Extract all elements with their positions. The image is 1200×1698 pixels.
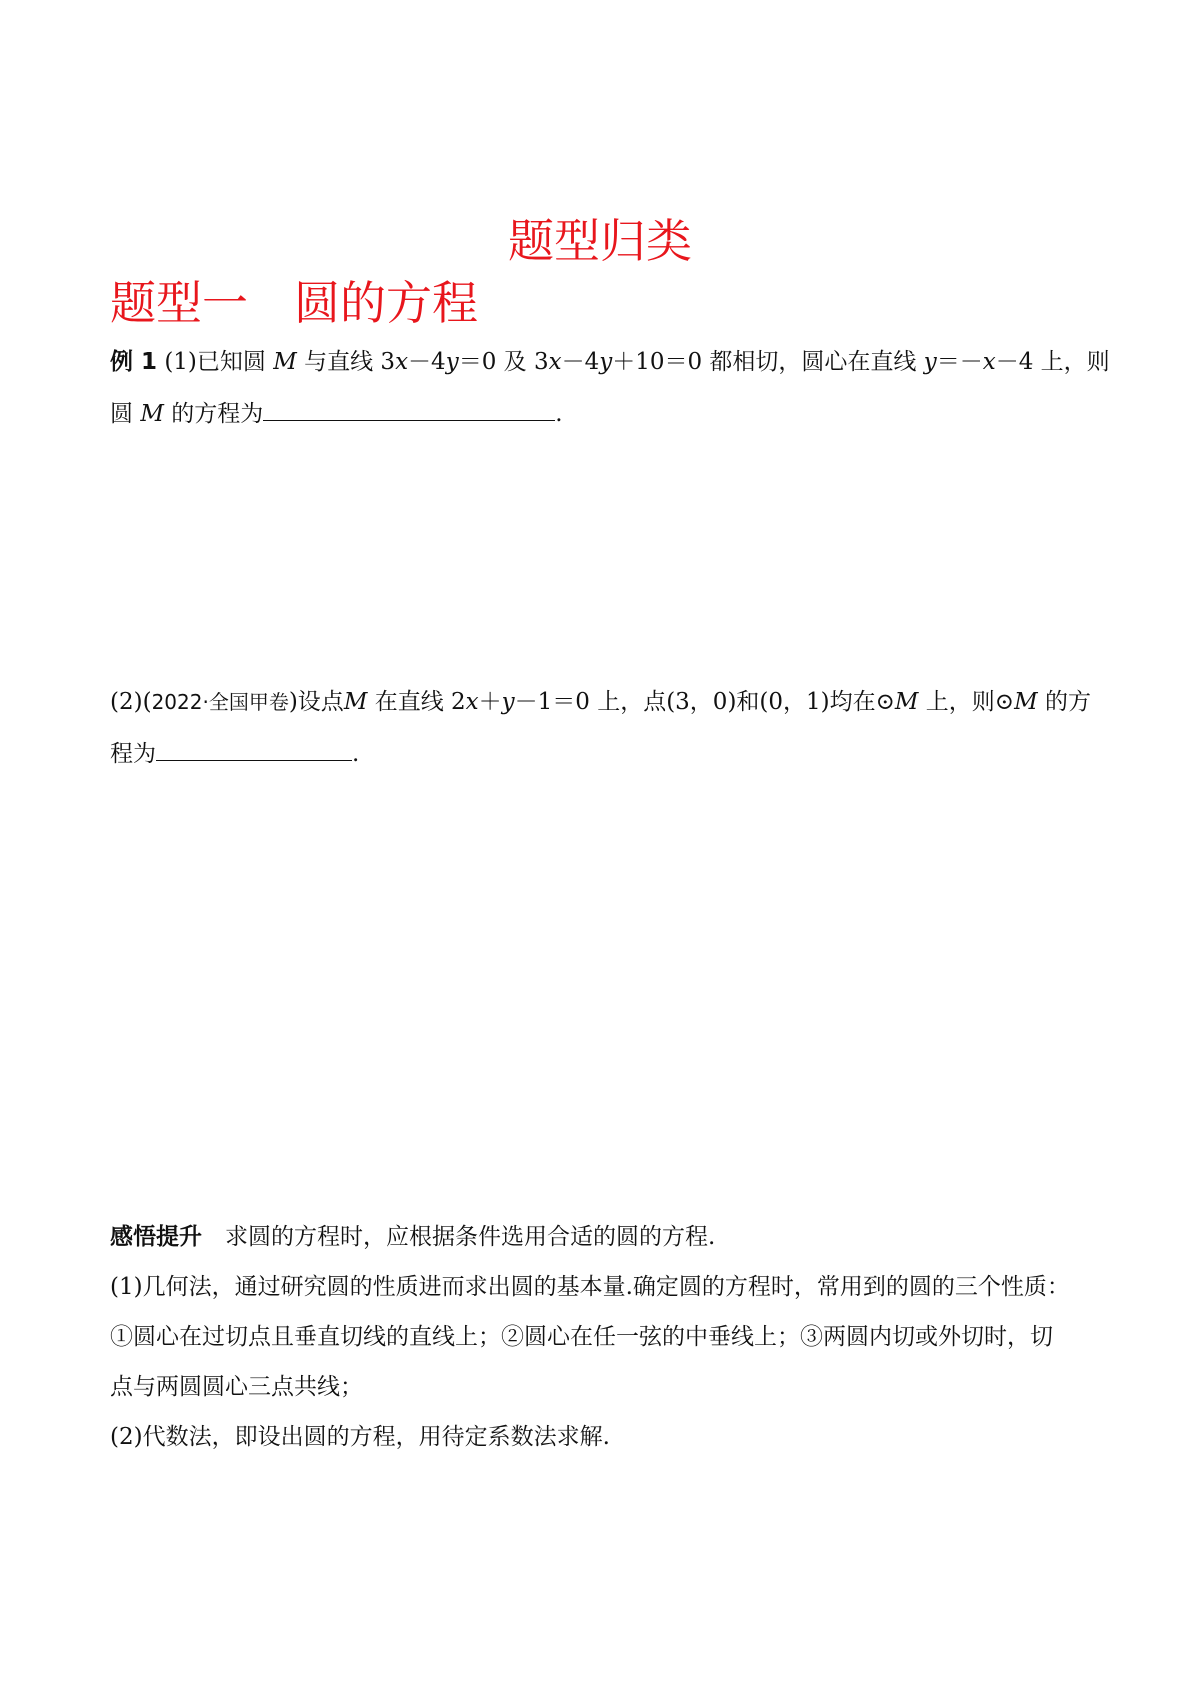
example-1-text: 圆 <box>110 401 133 427</box>
variable-x: x <box>395 349 409 375</box>
example-2-text: ＋ <box>478 689 502 715</box>
variable-y: y <box>599 349 613 375</box>
example-1-text: －4 上，则 <box>995 349 1110 375</box>
variable-x: x <box>548 349 562 375</box>
source-tag: 2022·全国甲卷 <box>151 690 289 714</box>
example-1-text: 与直线 3 <box>304 349 396 375</box>
example-2-text: 的方 <box>1044 689 1091 715</box>
example-1-text: 的方程为 <box>171 401 264 427</box>
example-2-text: －1＝0 上，点(3，0)和(0，1)均在⊙ <box>514 689 895 715</box>
variable-m: M <box>140 401 164 427</box>
variable-x: x <box>982 349 996 375</box>
example-2-line-2 <box>110 738 1100 769</box>
example-1-text: －4 <box>408 349 446 375</box>
example-2-text: 在直线 2 <box>374 689 466 715</box>
variable-m: M <box>343 689 368 715</box>
section-title: 题型一 圆的方程 <box>110 276 478 330</box>
page-title: 题型归类 <box>508 214 692 268</box>
example-2-text: (2)( <box>110 689 152 715</box>
insight-intro: 求圆的方程时，应根据条件选用合适的圆的方程. <box>225 1224 716 1250</box>
example-1-text: (1)已知圆 <box>164 349 266 375</box>
example-2-text: 上，则⊙ <box>925 689 1015 715</box>
example-2-text: )设点 <box>288 689 344 715</box>
example-1-text: ＝0 及 3 <box>458 349 549 375</box>
example-1-text: ＋10＝0 都相切，圆心在直线 <box>612 349 917 375</box>
example-1-line-1 <box>110 347 1110 377</box>
example-1-text: －4 <box>561 349 600 375</box>
variable-y: y <box>501 689 515 715</box>
example-2-text: 程为 <box>110 741 156 767</box>
period: . <box>555 401 563 427</box>
insight-line-4: (2)代数法，即设出圆的方程，用待定系数法求解. <box>110 1424 610 1450</box>
variable-x: x <box>465 689 479 715</box>
insight-line-3: 点与两圆圆心三点共线； <box>110 1374 363 1400</box>
insight-line-2: ①圆心在过切点且垂直切线的直线上；②圆心在任一弦的中垂线上；③两圆内切或外切时，切 <box>110 1324 1053 1350</box>
variable-m: M <box>273 349 297 375</box>
answer-blank[interactable] <box>156 738 352 761</box>
example-2-line-1 <box>110 687 1100 717</box>
insight-label: 感悟提升 <box>110 1224 202 1250</box>
variable-y: y <box>445 349 459 375</box>
insight-line-0 <box>110 1222 1100 1252</box>
variable-m: M <box>1014 689 1038 715</box>
example-label: 例 1 <box>110 349 158 375</box>
period: . <box>352 741 360 767</box>
variable-m: M <box>894 689 919 715</box>
insight-line-1: (1)几何法，通过研究圆的性质进而求出圆的基本量.确定圆的方程时，常用到的圆的三个性质： <box>110 1274 1070 1300</box>
variable-y: y <box>923 349 937 375</box>
example-1-line-2 <box>110 398 1100 429</box>
answer-blank[interactable] <box>263 398 555 421</box>
example-1-text: ＝－ <box>936 349 983 375</box>
